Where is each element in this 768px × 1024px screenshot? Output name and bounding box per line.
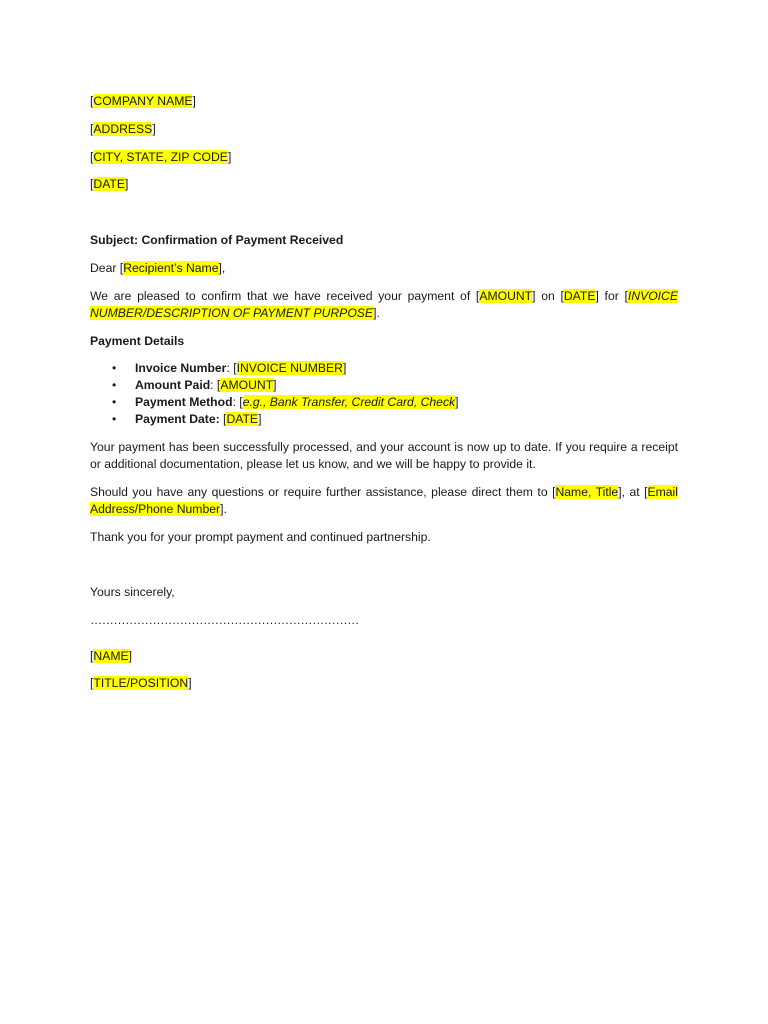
recipient-name-placeholder: Recipient’s Name [123, 261, 219, 275]
list-item [112, 360, 678, 377]
invoice-number-placeholder: INVOICE NUMBER [236, 361, 343, 375]
payment-method-placeholder: e.g., Bank Transfer, Credit Card, Check [242, 395, 456, 409]
greeting-suffix: ], [218, 261, 226, 275]
intro-text: ] for [ [595, 289, 628, 303]
payment-details-heading: Payment Details [90, 334, 185, 348]
detail-separator: : [ [210, 378, 221, 392]
detail-close: ] [273, 378, 277, 392]
greeting [90, 260, 678, 277]
intro-text: ] on [ [532, 289, 564, 303]
intro-text: ]. [373, 306, 380, 320]
subject-line: Subject: Confirmation of Payment Received [90, 233, 344, 247]
payment-date-placeholder: DATE [226, 412, 259, 426]
detail-label: Payment Date: [135, 412, 220, 426]
detail-close: ] [455, 395, 459, 409]
detail-label: Invoice Number [135, 361, 227, 375]
contact-info-placeholder: Email Address/Phone Number [90, 485, 678, 516]
questions-paragraph [90, 484, 678, 518]
signer-name-line: [NAME] [90, 649, 132, 663]
detail-separator: : [ [232, 395, 243, 409]
date-placeholder: DATE [93, 177, 125, 191]
list-item [112, 394, 678, 411]
payment-date-placeholder: DATE [563, 289, 596, 303]
bullet-icon: • [112, 378, 117, 392]
signer-title-placeholder: TITLE/POSITION [93, 676, 189, 690]
list-item [112, 377, 678, 394]
greeting-prefix: Dear [ [90, 261, 124, 275]
amount-paid-placeholder: AMOUNT [220, 378, 274, 392]
intro-text: We are pleased to confirm that we have received your payment of [ [90, 289, 480, 303]
list-item [112, 411, 678, 428]
address-line: [ADDRESS] [90, 122, 156, 136]
detail-label: Payment Method [135, 395, 233, 409]
questions-text: ], at [ [618, 485, 648, 499]
city-state-zip-line: [CITY, STATE, ZIP CODE] [90, 150, 232, 164]
detail-separator: [ [219, 412, 227, 426]
signer-title-line: [TITLE/POSITION] [90, 676, 192, 690]
detail-separator: : [ [226, 361, 237, 375]
signature-line: …………………………………………………………… [90, 613, 359, 627]
company-name-line: [COMPANY NAME] [90, 94, 196, 108]
detail-close: ] [342, 361, 347, 375]
letter-document [90, 93, 678, 692]
payment-details-list [90, 360, 678, 428]
bullet-icon: • [112, 395, 117, 409]
thanks-line: Thank you for your prompt payment and continued partnership. [90, 530, 431, 544]
city-state-zip-placeholder: CITY, STATE, ZIP CODE [93, 150, 228, 164]
questions-text: Should you have any questions or require further assistance, please direct them to [ [90, 485, 556, 499]
bullet-icon: • [112, 412, 117, 426]
date-line: [DATE] [90, 177, 129, 191]
closing-line: Yours sincerely, [90, 585, 175, 599]
questions-text: ]. [220, 502, 227, 516]
intro-paragraph [90, 288, 678, 322]
payment-purpose-placeholder: INVOICE NUMBER/DESCRIPTION OF PAYMENT PURPOSE [90, 289, 678, 320]
detail-label: Amount Paid [135, 378, 211, 392]
contact-name-placeholder: Name, Title [555, 485, 619, 499]
signer-name-placeholder: NAME [93, 649, 129, 663]
company-name-placeholder: COMPANY NAME [93, 94, 193, 108]
address-placeholder: ADDRESS [93, 122, 153, 136]
amount-placeholder: AMOUNT [479, 289, 533, 303]
detail-close: ] [258, 412, 262, 426]
processed-paragraph: Your payment has been successfully processed, and your account is now up to date. If you require a receipt or additional documentation, please let us know, and we will be happy to provide it. [90, 440, 678, 471]
bullet-icon: • [112, 361, 117, 375]
